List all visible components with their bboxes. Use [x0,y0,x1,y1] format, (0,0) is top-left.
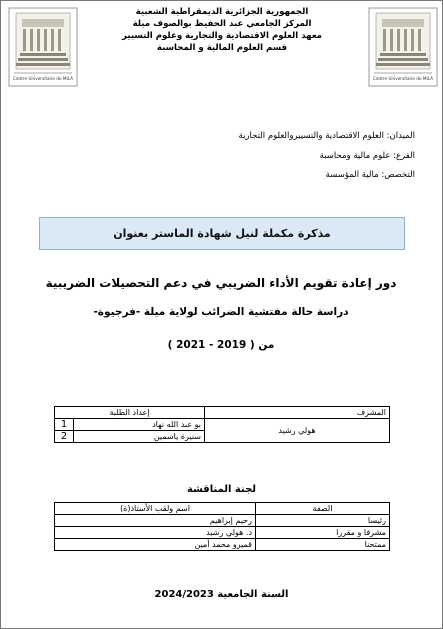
table-row [55,527,390,539]
thesis-case-study: دراسة حالة مفتشية الضرائب لولاية ميلة -فرجيوة- [93,306,349,318]
university-logo-icon [368,7,438,87]
student-number: 2 [55,431,74,443]
university-logo-right [368,7,438,87]
institution-header [86,6,358,54]
header-line-republic: الجمهورية الجزائرية الديمقراطية الشعبية [135,7,309,17]
students-table [54,406,390,443]
header-line-department: قسم العلوم المالية و المحاسبة [156,43,288,53]
info-field: الميدان: العلوم الاقتصادية والتسييروالعلوم التجارية [238,131,415,141]
svg-text:Centre Universitaire de MILA: Centre Universitaire de MILA [373,76,433,81]
header-line-institute: معهد العلوم الاقتصادية والتجارية وعلوم التسيير [121,31,323,41]
thesis-subtitle-box: مذكرة مكملة لنيل شهادة الماستر بعنوان [39,217,405,250]
info-branch: الفرع: علوم مالية ومحاسبة [319,151,415,161]
svg-text:Centre Universitaire de MILA: Centre Universitaire de MILA [13,76,73,81]
professor-name-header: اسم ولقب الأستاذ(ة) [55,503,256,515]
student-number: 1 [55,419,74,431]
committee-table [54,502,390,551]
role-header: الصفة [256,503,390,515]
info-specialty: التخصص: مالية المؤسسة [325,170,415,180]
supervisor-name: هولي رشيد [205,419,390,443]
university-logo-icon [8,7,78,87]
student-name: بو عبد الله نهاد [74,419,205,431]
university-logo-left [8,7,78,87]
table-row [55,515,390,527]
committee-title: لجنة المناقشة [186,484,257,495]
member-role: رئيسا [256,515,390,527]
table-row [55,419,390,431]
header-line-university: المركز الجامعي عبد الحفيظ بوالصوف ميلة [132,19,312,29]
supervisor-header: المشرف [205,407,390,419]
member-name: قميرو محمد أمين [55,539,256,551]
thesis-title: دور إعادة تقويم الأداء الضريبي في دعم التحصيلات الضريبية [45,276,397,290]
table-row [55,539,390,551]
academic-year: السنة الجامعية 2024/2023 [154,589,289,600]
member-name: د. هولي رشيد [55,527,256,539]
member-role: مشرفا و مقررا [256,527,390,539]
student-name: سنيرة ياسمين [74,431,205,443]
thesis-period: من ( 2019 - 2021 ) [167,339,275,351]
prepared-by-header: إعداد الطلبة [55,407,205,419]
member-role: ممتحنا [256,539,390,551]
table-header-row [55,503,390,515]
member-name: رحيم إبراهيم [55,515,256,527]
table-header-row [55,407,390,419]
